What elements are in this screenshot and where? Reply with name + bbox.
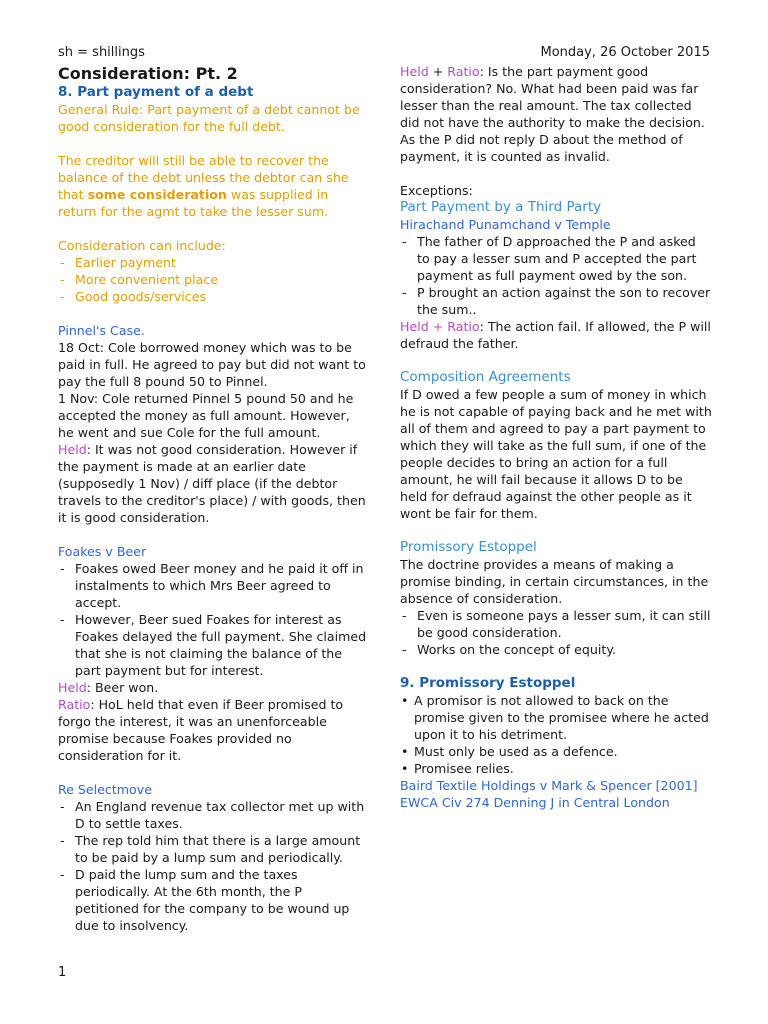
hirachand-list xyxy=(400,233,712,318)
pinnel-held: Held: It was not good consideration. However if the payment is made at an earlier date (supposedly 1 Nov) / diff place (if the debtor travels to the creditor's place) / with goods, then it is good consideration. xyxy=(58,442,366,525)
held-label: Held xyxy=(58,680,87,695)
pinnel-paragraph-2: 1 Nov: Cole returned Pinnel 5 pound 50 and he accepted the money as full amount. However, he went and sue Cole for the full amount. xyxy=(58,391,354,440)
page-number: 1 xyxy=(58,965,67,980)
pinnel-case-title: Pinnel's Case. xyxy=(58,323,145,338)
baird-case-line-2: EWCA Civ 274 Denning J in Central London xyxy=(400,795,670,810)
list-item: • A promisor is not allowed to back on the promise given to the promisee where he acted upon it to his detriment. xyxy=(400,692,712,743)
left-column xyxy=(58,64,368,934)
section-8-heading: 8. Part payment of a debt xyxy=(58,84,254,100)
some-consideration-bold: some consideration xyxy=(87,187,227,202)
composition-paragraph: If D owed a few people a sum of money in which he is not capable of paying back and he met with all of them and agreed to pay a part payment to which they will take as the full sum, if one of the people decides to bring an action for a full amount, he will fail because it allows D to be held for defraud against the other people as it wont be fair for them. xyxy=(400,387,712,521)
creditor-paragraph: The creditor will still be able to recover the balance of the debt unless the debtor can she that some consideration was supplied in return for the agmt to take the lesser sum. xyxy=(58,153,349,219)
selectmove-list xyxy=(58,798,368,934)
hirachand-title: Hirachand Punamchand v Temple xyxy=(400,217,611,232)
held-ratio-label: Held + Ratio xyxy=(400,319,480,334)
baird-case-line-1: Baird Textile Holdings v Mark & Spencer [2001] xyxy=(400,778,698,793)
list-item: - However, Beer sued Foakes for interest as Foakes delayed the full payment. She claimed that she is not claiming the balance of the part payment but for interest. xyxy=(58,611,368,679)
section-9-list xyxy=(400,692,712,777)
list-item: - Even is someone pays a lesser sum, it can still be good consideration. xyxy=(400,607,712,641)
list-item: • Must only be used as a defence. xyxy=(400,743,712,760)
section-9-heading: 9. Promissory Estoppel xyxy=(400,675,576,691)
list-item: - An England revenue tax collector met up with D to settle taxes. xyxy=(58,798,368,832)
foakes-held: Held: Beer won. xyxy=(58,680,159,695)
pinnel-paragraph-1: 18 Oct: Cole borrowed money which was to be paid in full. He agreed to pay but did not want to pay the full 8 pound 50 to Pinnel. xyxy=(58,340,366,389)
date-header: Monday, 26 October 2015 xyxy=(540,45,710,60)
list-item: - The rep told him that there is a large amount to be paid by a lump sum and periodically. xyxy=(58,832,368,866)
ratio-label: Ratio xyxy=(447,64,480,79)
list-item: - Earlier payment xyxy=(58,254,368,271)
general-rule: General Rule: Part payment of a debt cannot be good consideration for the full debt. xyxy=(58,102,360,134)
selectmove-title: Re Selectmove xyxy=(58,782,152,797)
selectmove-held-ratio: Held + Ratio: Is the part payment good consideration? No. What had been paid was far lesser than the real amount. The tax collected did not have the authority to make the decision. As the P did not reply D about the method of payment, it is counted as invalid. xyxy=(400,64,705,164)
list-item: • Promisee relies. xyxy=(400,760,712,777)
estoppel-heading: Promissory Estoppel xyxy=(400,539,537,555)
list-item: - Foakes owed Beer money and he paid it off in instalments to which Mrs Beer agreed to accept. xyxy=(58,560,368,611)
exceptions-label: Exceptions: xyxy=(400,183,473,198)
include-list xyxy=(58,254,368,305)
page-title: Consideration: Pt. 2 xyxy=(58,64,238,83)
third-party-heading: Part Payment by a Third Party xyxy=(400,199,602,215)
estoppel-paragraph: The doctrine provides a means of making a promise binding, in certain circumstances, in the absence of consideration. xyxy=(400,557,709,606)
list-item: - D paid the lump sum and the taxes periodically. At the 6th month, the P petitioned for the company to be wound up due to insolvency. xyxy=(58,866,368,934)
shillings-note: sh = shillings xyxy=(58,45,145,60)
list-item: - P brought an action against the son to recover the sum.. xyxy=(400,284,712,318)
held-label: Held xyxy=(58,442,87,457)
foakes-ratio: Ratio: HoL held that even if Beer promised to forgo the interest, it was an unenforceable promise because Foakes provided no consideration for it. xyxy=(58,697,344,763)
estoppel-list xyxy=(400,607,712,658)
ratio-label: Ratio xyxy=(58,697,91,712)
list-item: - The father of D approached the P and asked to pay a lesser sum and P accepted the part payment as full payment owed by the son. xyxy=(400,233,712,284)
list-item: - Works on the concept of equity. xyxy=(400,641,712,658)
right-column xyxy=(400,63,712,811)
consideration-include-label: Consideration can include: xyxy=(58,238,226,253)
held-label: Held xyxy=(400,64,429,79)
foakes-list xyxy=(58,560,368,679)
foakes-title: Foakes v Beer xyxy=(58,544,147,559)
composition-heading: Composition Agreements xyxy=(400,369,571,385)
list-item: - More convenient place xyxy=(58,271,368,288)
list-item: - Good goods/services xyxy=(58,288,368,305)
hirachand-held-ratio: Held + Ratio: The action fail. If allowed, the P will defraud the father. xyxy=(400,319,711,351)
